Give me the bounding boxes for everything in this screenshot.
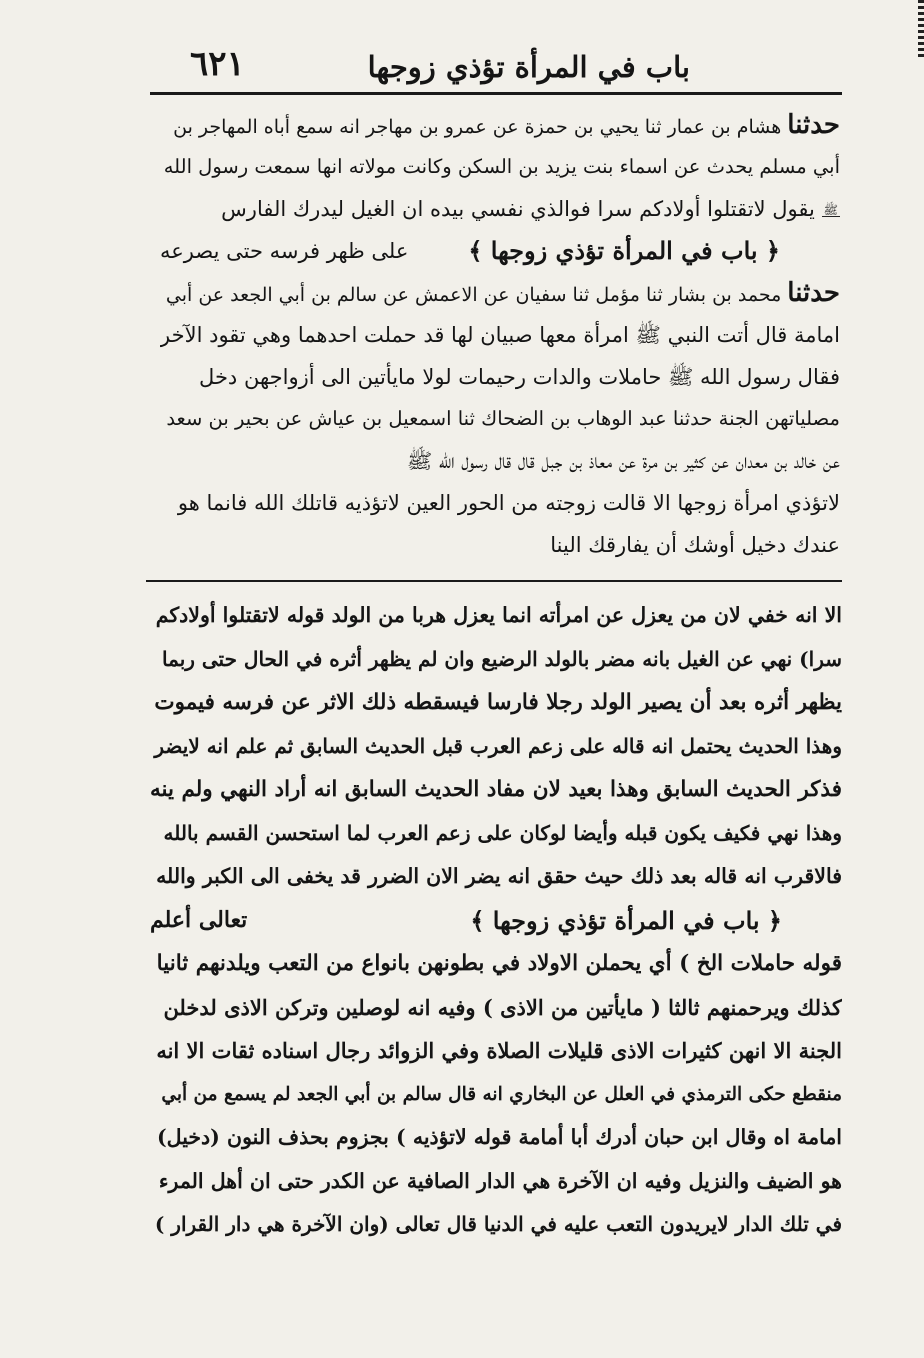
line-text: الا انه خفي لان من يعزل عن امرأته انما يعزل هربا من الولد قوله لاتقتلوا أولادكم bbox=[155, 603, 842, 627]
text-line bbox=[160, 314, 840, 356]
commentary-line bbox=[150, 1203, 842, 1247]
line-text: منقطع حكى الترمذي في العلل عن البخاري انه قال سالم بن أبي الجعد لم يسمع من أبي bbox=[161, 1083, 842, 1105]
chapter-heading: ﴿ باب في المرأة تؤذي زوجها ﴾ bbox=[468, 236, 780, 265]
commentary-line bbox=[150, 768, 842, 812]
commentary-line bbox=[150, 1029, 842, 1073]
line-text: قوله حاملات الخ ) أي يحملن الاولاد في بطونهن بانواع من التعب ويلدنهم ثانيا bbox=[156, 951, 842, 976]
section-divider bbox=[146, 580, 842, 582]
commentary-line bbox=[150, 594, 842, 638]
running-title: باب في المرأة تؤذي زوجها bbox=[367, 50, 690, 84]
text-line bbox=[160, 104, 840, 146]
text-line bbox=[160, 524, 840, 566]
line-text: هشام بن عمار ثنا يحيي بن حمزة عن عمرو بن مهاجر انه سمع أباه المهاجر بن bbox=[173, 116, 782, 138]
line-text: كذلك ويرحمنهم ثالثا ( مايأتين من الاذى ) وفيه انه لوصلين وتركن الاذى لدخلن bbox=[163, 994, 842, 1020]
line-text: عن خالد بن معدان عن كثير بن مرة عن معاذ بن جبل قال قال رسول الله ﷺ bbox=[406, 449, 840, 473]
page-number: ٦٢١ bbox=[190, 44, 245, 84]
commentary-block bbox=[150, 594, 842, 1247]
main-text-block bbox=[160, 104, 840, 566]
commentary-line bbox=[150, 812, 842, 856]
line-text: محمد بن بشار ثنا مؤمل ثنا سفيان عن الاعمش عن سالم بن أبي الجعد عن أبي bbox=[165, 284, 782, 306]
commentary-line bbox=[150, 986, 842, 1030]
line-text: أبي مسلم يحدث عن اسماء بنت يزيد بن السكن وكانت مولاته انها سمعت رسول الله bbox=[163, 155, 840, 178]
haddathana-lead: حدثنا bbox=[787, 110, 840, 140]
commentary-line bbox=[150, 942, 842, 986]
line-text: وهذا نهي فكيف يكون قبله وأيضا لوكان على زعم العرب لما استحسن القسم بالله bbox=[163, 820, 842, 845]
line-text: فقال رسول الله ﷺ حاملات والدات رحيمات لولا مايأتين الى أزواجهن دخل bbox=[199, 365, 840, 389]
text-line bbox=[160, 440, 840, 482]
text-line bbox=[160, 146, 840, 188]
line-text: امامة اه وقال ابن حبان أدرك أبا أمامة قوله لاتؤذيه ) بجزوم بحذف النون (دخيل) bbox=[156, 1125, 842, 1149]
page-header bbox=[150, 42, 840, 90]
line-text: في تلك الدار لايريدون التعب عليه في الدنيا قال تعالى (وان الآخرة هي دار القرار ) bbox=[154, 1212, 842, 1236]
binding-edge-mark bbox=[918, 0, 924, 60]
text-line bbox=[160, 398, 840, 440]
text-line bbox=[160, 272, 840, 314]
line-text: لاتؤذي امرأة زوجها الا قالت زوجته من الحور العين لاتؤذيه قاتلك الله فانما هو bbox=[177, 491, 840, 515]
line-text: وهذا الحديث يحتمل انه قاله على زعم العرب قبل الحديث السابق ثم علم انه لايضر bbox=[154, 733, 842, 758]
line-text: على ظهر فرسه حتى يصرعه bbox=[160, 239, 409, 263]
chapter-heading-line bbox=[160, 230, 840, 272]
chapter-heading-line bbox=[150, 899, 842, 943]
line-text: هو الضيف والنزيل وفيه ان الآخرة هي الدار الصافية عن الكدر حتى ان أهل المرء bbox=[158, 1168, 842, 1193]
line-text: فالاقرب انه قاله بعد ذلك حيث حقق انه يضر الان الضرر قد يخفى الى الكبر والله bbox=[156, 864, 842, 888]
commentary-line bbox=[150, 855, 842, 899]
line-text: يظهر أثره بعد أن يصير الولد رجلا فارسا فيسقطه ذلك الاثر عن فرسه فيموت bbox=[154, 690, 842, 715]
line-text: فذكر الحديث السابق وهذا بعيد لان مفاد الحديث السابق انه أراد النهي ولم ينه bbox=[150, 777, 842, 802]
header-rule bbox=[150, 92, 842, 95]
text-line bbox=[160, 356, 840, 398]
chapter-heading: ﴿ باب في المرأة تؤذي زوجها ﴾ bbox=[470, 905, 782, 935]
text-line bbox=[160, 188, 840, 230]
line-text: يقول لاتقتلوا أولادكم سرا فوالذي نفسي بيده ان الغيل ليدرك الفارس bbox=[221, 197, 815, 221]
commentary-line bbox=[150, 725, 842, 769]
line-text: سرا) نهي عن الغيل بانه مضر بالولد الرضيع وان لم يظهر أثره في الحال حتى ربما bbox=[162, 646, 842, 671]
salawat-glyph: ﷺ bbox=[823, 203, 838, 217]
line-text: امامة قال أتت النبي ﷺ امرأة معها صبيان لها قد حملت احدهما وهي تقود الآخر bbox=[160, 323, 840, 347]
line-text: الجنة الا انهن كثيرات الاذى قليلات الصلاة وفي الزوائد رجال اسناده ثقات الا انه bbox=[156, 1038, 842, 1063]
commentary-line bbox=[150, 638, 842, 682]
commentary-line bbox=[150, 681, 842, 725]
haddathana-lead: حدثنا bbox=[787, 278, 840, 308]
commentary-line bbox=[150, 1116, 842, 1160]
line-text: مصلياتهن الجنة حدثنا عبد الوهاب بن الضحاك ثنا اسمعيل بن عياش عن بحير بن سعد bbox=[166, 407, 840, 430]
text-line bbox=[160, 482, 840, 524]
commentary-line bbox=[150, 1160, 842, 1204]
commentary-line bbox=[150, 1073, 842, 1117]
line-text: عندك دخيل أوشك أن يفارقك الينا bbox=[550, 533, 840, 557]
line-text: تعالى أعلم bbox=[150, 906, 248, 933]
